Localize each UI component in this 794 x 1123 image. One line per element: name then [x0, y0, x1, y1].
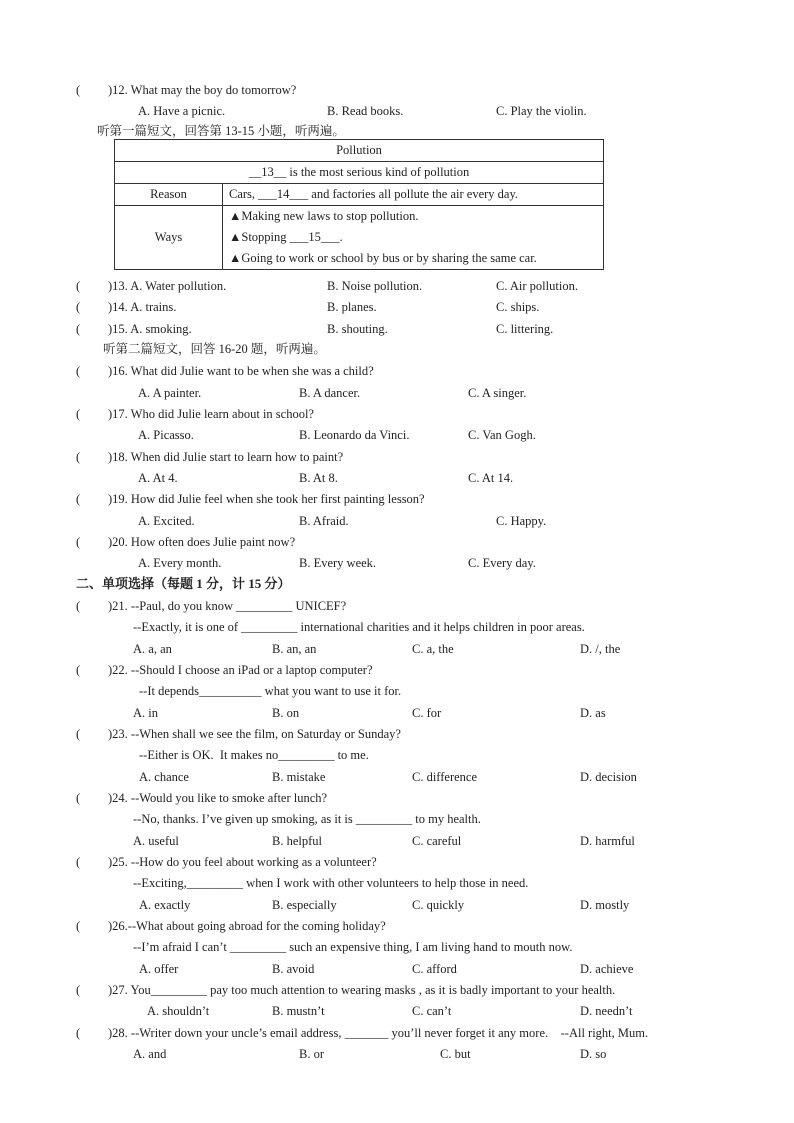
- dialogue-line: --Either is OK. It makes no_________ to me.: [139, 748, 369, 762]
- option-d: D. harmful: [580, 834, 635, 848]
- question-23: )23. --When shall we see the film, on Saturday or Sunday?: [108, 727, 401, 741]
- answer-paren: (: [76, 855, 81, 869]
- question-15: )15. A. smoking.: [108, 322, 192, 336]
- option-d: D. needn’t: [580, 1004, 633, 1018]
- question-17: )17. Who did Julie learn about in school?: [108, 407, 314, 421]
- option-c: C. Van Gogh.: [468, 428, 536, 442]
- option-c: C. At 14.: [468, 471, 514, 485]
- option-a: A. Excited.: [138, 514, 195, 528]
- option-c: C. for: [412, 706, 442, 720]
- option-c: C. difference: [412, 770, 478, 784]
- passage2-instruction: 听第二篇短文，回答 16-20 题，听两遍。: [103, 342, 326, 356]
- option-b: B. Noise pollution.: [327, 279, 423, 293]
- dialogue-line: --I’m afraid I can’t _________ such an expensive thing, I am living hand to mouth now.: [133, 940, 573, 954]
- ways-cell: [223, 206, 604, 270]
- answer-paren: (: [76, 450, 81, 464]
- question-13: )13. A. Water pollution.: [108, 279, 227, 293]
- option-c: C. Every day.: [468, 556, 536, 570]
- answer-paren: (: [76, 983, 81, 997]
- option-b: B. planes.: [327, 300, 377, 314]
- question-19: )19. How did Julie feel when she took her first painting lesson?: [108, 492, 425, 506]
- question-12: )12. What may the boy do tomorrow?: [108, 83, 297, 97]
- answer-paren: (: [76, 492, 81, 506]
- option-c: C. ships.: [496, 300, 540, 314]
- answer-paren: (: [76, 791, 81, 805]
- option-c: C. careful: [412, 834, 462, 848]
- option-d: D. as: [580, 706, 606, 720]
- option-b: B. or: [299, 1047, 324, 1061]
- table-title: Pollution: [115, 140, 604, 162]
- dialogue-line: --No, thanks. I’ve given up smoking, as it is _________ to my health.: [133, 812, 481, 826]
- option-c: C. Happy.: [496, 514, 547, 528]
- question-25: )25. --How do you feel about working as a volunteer?: [108, 855, 377, 869]
- answer-paren: (: [76, 663, 81, 677]
- question-22: )22. --Should I choose an iPad or a laptop computer?: [108, 663, 373, 677]
- passage1-instruction: 听第一篇短文，回答第 13-15 小题，听两遍。: [97, 124, 345, 138]
- answer-paren: (: [76, 1026, 81, 1040]
- option-c: C. can’t: [412, 1004, 452, 1018]
- answer-paren: (: [76, 535, 81, 549]
- question-27: )27. You_________ pay too much attention to wearing masks , as it is badly important to your health.: [108, 983, 616, 997]
- answer-paren: (: [76, 919, 81, 933]
- option-b: B. Every week.: [299, 556, 377, 570]
- way-3: ▲Going to work or school by bus or by sharing the same car.: [229, 251, 537, 265]
- question-18: )18. When did Julie start to learn how to paint?: [108, 450, 344, 464]
- option-a: A. At 4.: [138, 471, 178, 485]
- question-24: )24. --Would you like to smoke after lunch?: [108, 791, 328, 805]
- option-b: B. Read books.: [327, 104, 404, 118]
- option-a: A. Picasso.: [138, 428, 194, 442]
- option-b: B. Afraid.: [299, 514, 349, 528]
- option-a: A. exactly: [139, 898, 191, 912]
- option-a: A. offer: [139, 962, 179, 976]
- option-c: C. littering.: [496, 322, 554, 336]
- option-b: B. especially: [272, 898, 337, 912]
- reason-text: Cars, ___14___ and factories all pollute the air every day.: [223, 184, 604, 206]
- option-a: A. a, an: [133, 642, 172, 656]
- option-b: B. an, an: [272, 642, 317, 656]
- option-a: A. shouldn’t: [147, 1004, 210, 1018]
- question-26: )26.--What about going abroad for the coming holiday?: [108, 919, 386, 933]
- option-a: A. Have a picnic.: [138, 104, 226, 118]
- answer-paren: (: [76, 727, 81, 741]
- option-c: C. but: [440, 1047, 471, 1061]
- answer-paren: (: [76, 322, 81, 336]
- option-d: D. /, the: [580, 642, 621, 656]
- option-b: B. avoid: [272, 962, 315, 976]
- question-14: )14. A. trains.: [108, 300, 177, 314]
- answer-paren: (: [76, 279, 81, 293]
- option-d: D. achieve: [580, 962, 634, 976]
- option-b: B. At 8.: [299, 471, 338, 485]
- dialogue-line: --Exciting,_________ when I work with other volunteers to help those in need.: [133, 876, 529, 890]
- question-28: )28. --Writer down your uncle’s email address, _______ you’ll never forget it any more. --All right, Mum.: [108, 1026, 649, 1040]
- answer-paren: (: [76, 364, 81, 378]
- question-20: )20. How often does Julie paint now?: [108, 535, 296, 549]
- dialogue-line: --It depends__________ what you want to use it for.: [139, 684, 402, 698]
- answer-paren: (: [76, 407, 81, 421]
- option-a: A. A painter.: [138, 386, 202, 400]
- ways-label: Ways: [115, 206, 223, 270]
- option-b: B. on: [272, 706, 300, 720]
- answer-paren: (: [76, 300, 81, 314]
- option-c: C. quickly: [412, 898, 465, 912]
- option-a: A. and: [133, 1047, 167, 1061]
- option-d: D. so: [580, 1047, 607, 1061]
- reason-label: Reason: [115, 184, 223, 206]
- way-2: ▲Stopping ___15___.: [229, 230, 343, 244]
- option-c: C. A singer.: [468, 386, 527, 400]
- option-a: A. chance: [139, 770, 189, 784]
- option-c: C. Play the violin.: [496, 104, 587, 118]
- option-a: A. useful: [133, 834, 179, 848]
- dialogue-line: --Exactly, it is one of _________ international charities and it helps children in poor areas.: [133, 620, 585, 634]
- option-a: A. Every month.: [138, 556, 222, 570]
- option-b: B. A dancer.: [299, 386, 361, 400]
- option-b: B. helpful: [272, 834, 322, 848]
- way-1: ▲Making new laws to stop pollution.: [229, 209, 419, 223]
- answer-paren: (: [76, 83, 81, 97]
- answer-paren: (: [76, 599, 81, 613]
- option-d: D. mostly: [580, 898, 630, 912]
- option-b: B. shouting.: [327, 322, 388, 336]
- option-b: B. Leonardo da Vinci.: [299, 428, 410, 442]
- option-c: C. a, the: [412, 642, 454, 656]
- option-b: B. mistake: [272, 770, 326, 784]
- table-row-kind: __13__ is the most serious kind of pollution: [115, 162, 604, 184]
- section-heading: 二、单项选择（每题 1 分，计 15 分）: [76, 576, 291, 591]
- option-a: A. in: [133, 706, 158, 720]
- option-b: B. mustn’t: [272, 1004, 325, 1018]
- pollution-table: [114, 139, 604, 270]
- option-d: D. decision: [580, 770, 637, 784]
- question-21: )21. --Paul, do you know _________ UNICEF?: [108, 599, 347, 613]
- question-16: )16. What did Julie want to be when she was a child?: [108, 364, 374, 378]
- option-c: C. Air pollution.: [496, 279, 578, 293]
- option-c: C. afford: [412, 962, 457, 976]
